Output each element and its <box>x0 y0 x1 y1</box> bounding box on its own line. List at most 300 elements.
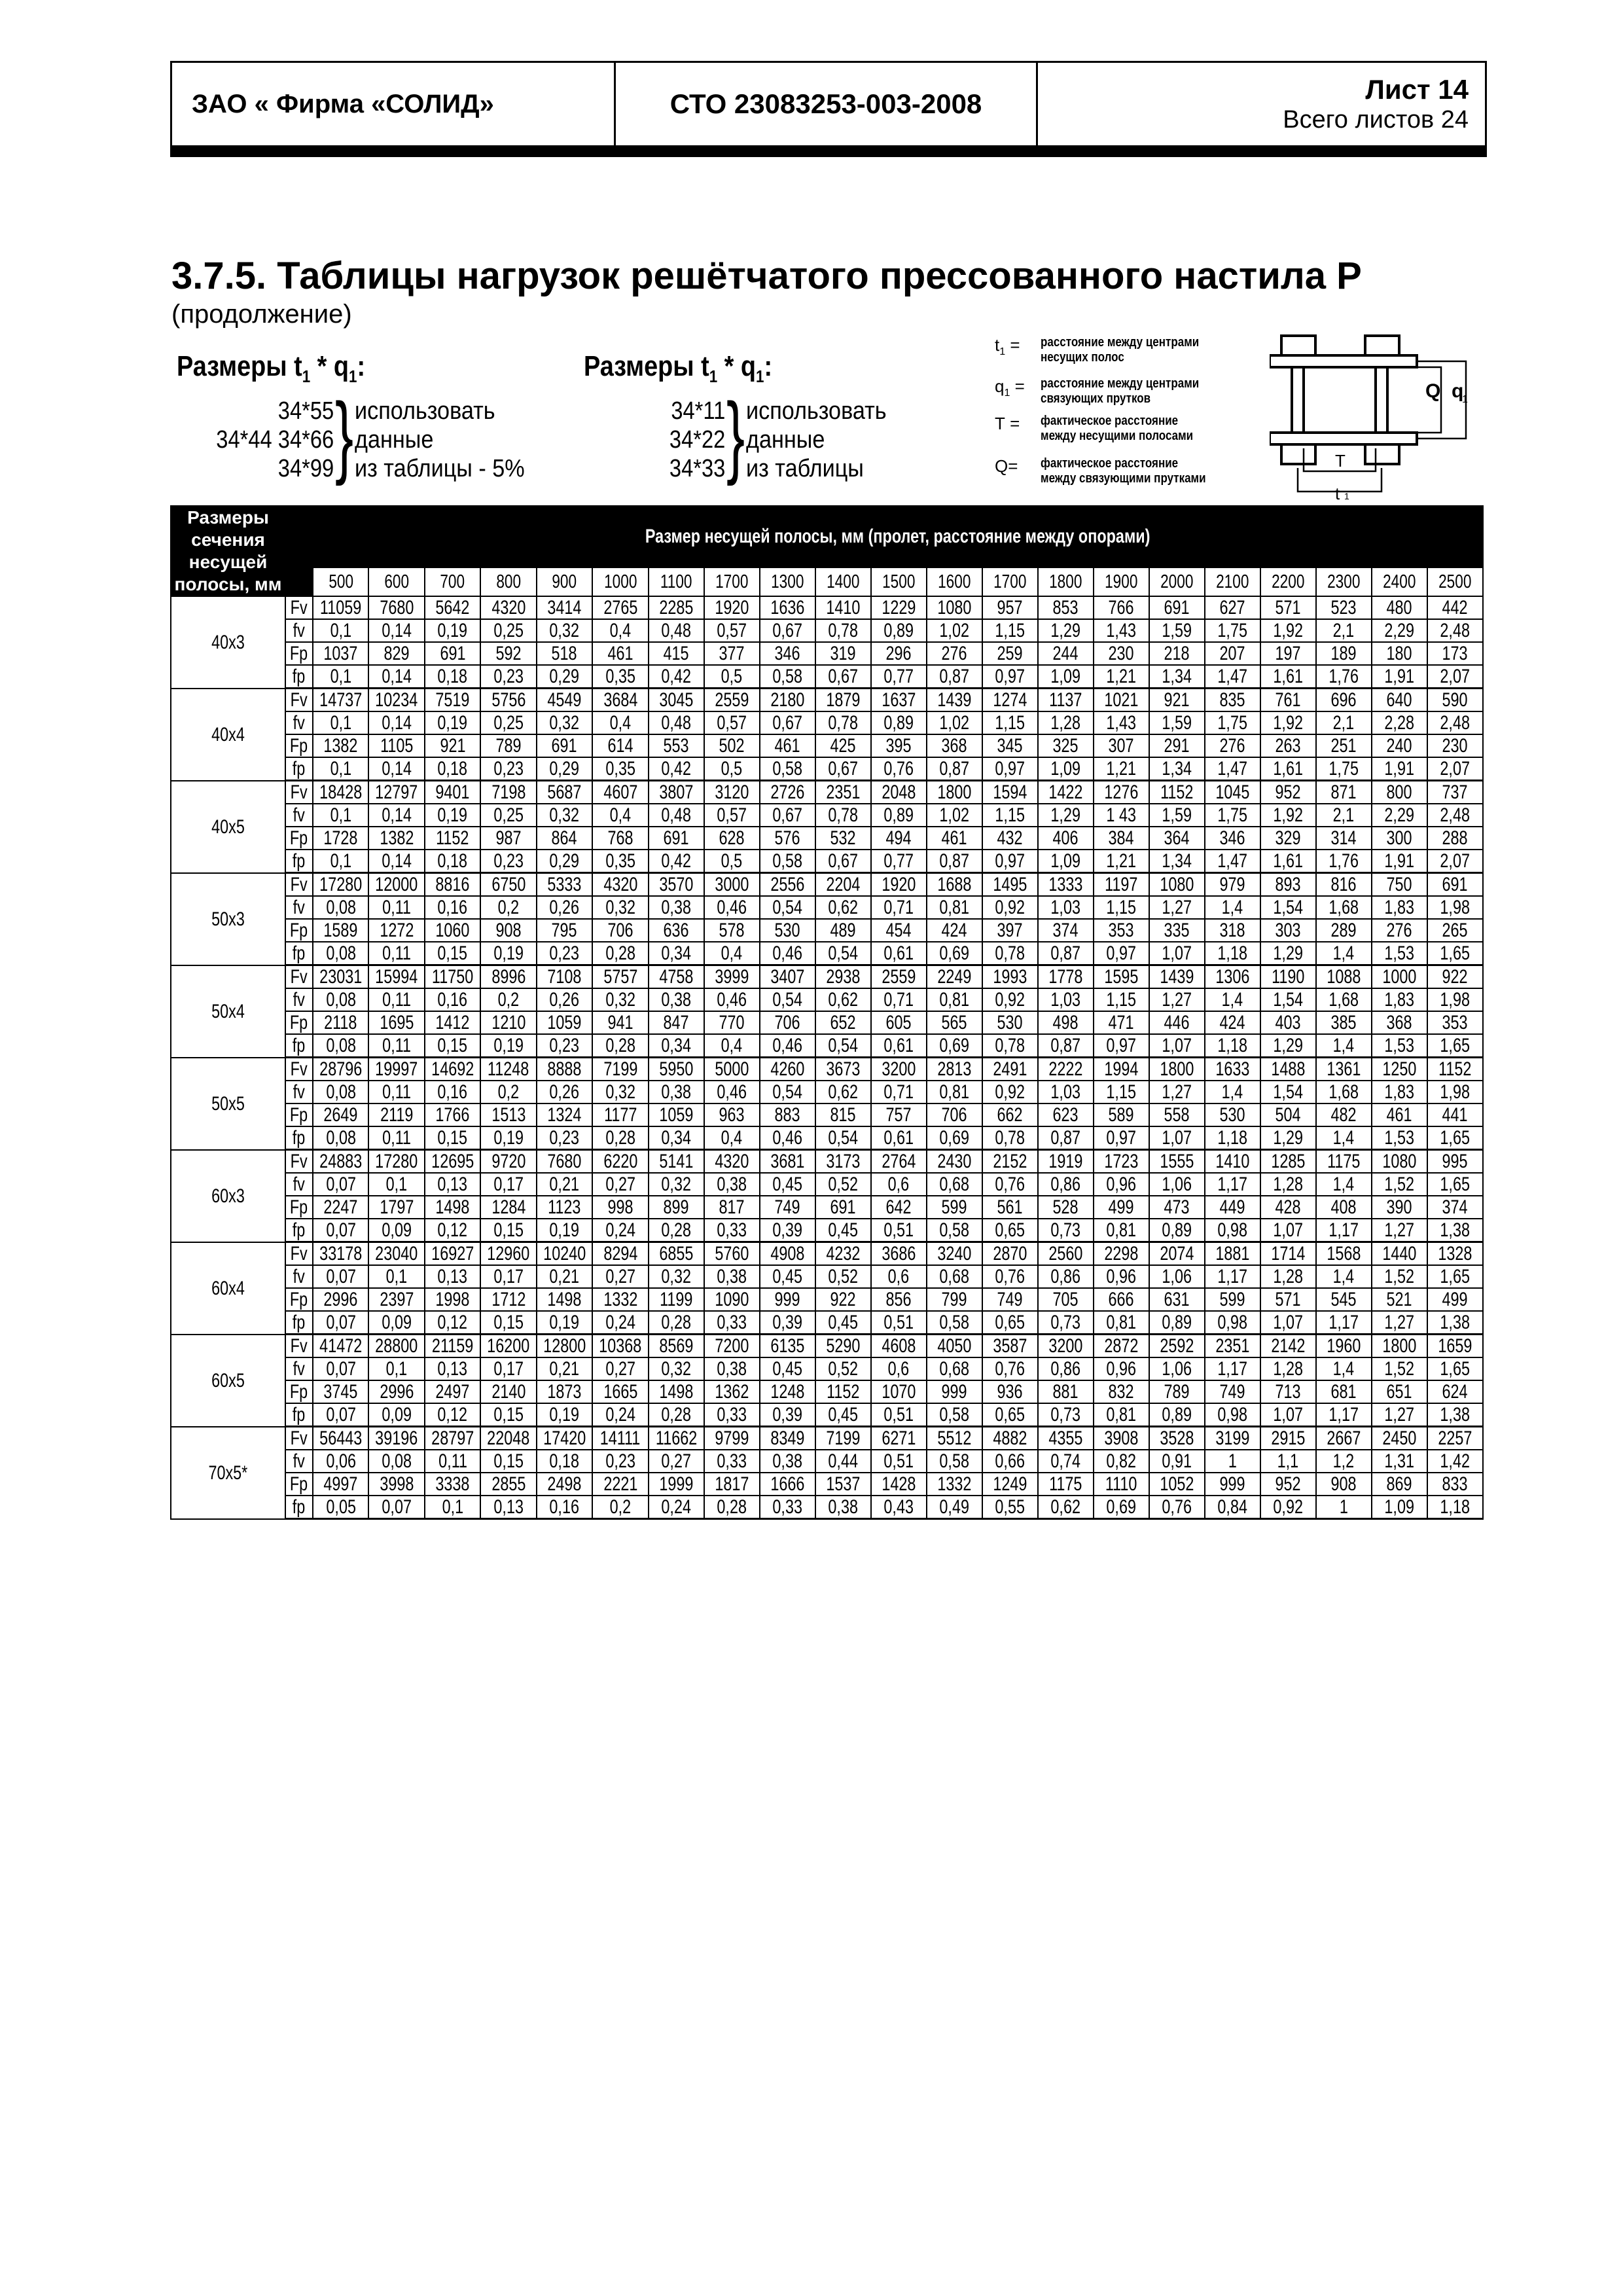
value-cell: 4260 <box>760 1058 815 1081</box>
value-cell: 2221 <box>592 1473 648 1496</box>
value-cell: 1,65 <box>1427 1034 1483 1058</box>
value-cell: 288 <box>1427 827 1483 850</box>
value-cell: 749 <box>982 1288 1038 1311</box>
span-value: 2000 <box>1149 567 1205 596</box>
profile-cell: 60x3 <box>171 1150 285 1242</box>
value-cell: 1439 <box>1149 965 1205 989</box>
value-cell: 0,92 <box>1260 1496 1316 1519</box>
row-label: Fp <box>285 1011 313 1034</box>
span-value: 1900 <box>1094 567 1149 596</box>
value-cell: 1,65 <box>1427 1173 1483 1196</box>
value-cell: 0,07 <box>313 1219 368 1242</box>
value-cell: 390 <box>1372 1196 1427 1219</box>
table-row <box>171 1081 1483 1103</box>
row-label: fp <box>285 1034 313 1058</box>
value-cell: 0,33 <box>704 1403 760 1427</box>
value-cell: 1,83 <box>1372 896 1427 919</box>
value-cell: 3000 <box>704 873 760 897</box>
value-cell: 0,16 <box>537 1496 592 1519</box>
table-row <box>171 1103 1483 1126</box>
value-cell: 3686 <box>871 1242 927 1266</box>
value-cell: 0,68 <box>927 1173 982 1196</box>
value-cell: 0,14 <box>368 711 424 734</box>
span-value: 1800 <box>1038 567 1094 596</box>
value-cell: 2298 <box>1094 1242 1149 1266</box>
value-cell: 18428 <box>313 781 368 804</box>
row-label: Fp <box>285 919 313 942</box>
value-cell: 240 <box>1372 734 1427 757</box>
value-cell: 835 <box>1205 689 1260 712</box>
value-cell: 7680 <box>537 1150 592 1174</box>
value-cell: 1998 <box>425 1288 480 1311</box>
value-cell: 2,1 <box>1316 619 1372 642</box>
value-cell: 1,76 <box>1316 850 1372 873</box>
value-cell: 0,12 <box>425 1311 480 1335</box>
value-cell: 1,27 <box>1372 1311 1427 1335</box>
value-cell: 0,24 <box>592 1403 648 1427</box>
value-cell: 4908 <box>760 1242 815 1266</box>
row-label: fv <box>285 1265 313 1288</box>
diagram-label-t: t <box>1335 484 1340 501</box>
value-cell: 415 <box>649 642 704 665</box>
value-cell: 1045 <box>1205 781 1260 804</box>
value-cell: 1,17 <box>1205 1173 1260 1196</box>
value-cell: 1,91 <box>1372 757 1427 781</box>
value-cell: 0,62 <box>815 988 871 1011</box>
value-cell: 1,76 <box>1316 665 1372 689</box>
value-cell: 0,1 <box>313 665 368 689</box>
value-cell: 2498 <box>537 1473 592 1496</box>
value-cell: 3684 <box>592 689 648 712</box>
value-cell: 364 <box>1149 827 1205 850</box>
value-cell: 10240 <box>537 1242 592 1266</box>
value-cell: 12695 <box>425 1150 480 1174</box>
value-cell: 56443 <box>313 1427 368 1450</box>
value-cell: 922 <box>1427 965 1483 989</box>
value-cell: 0,27 <box>649 1450 704 1473</box>
value-cell: 1,07 <box>1260 1311 1316 1335</box>
value-cell: 10234 <box>368 689 424 712</box>
table-row <box>171 619 1483 642</box>
value-cell: 1,65 <box>1427 1126 1483 1150</box>
value-cell: 691 <box>425 642 480 665</box>
value-cell: 1229 <box>871 596 927 619</box>
value-cell: 1800 <box>1149 1058 1205 1081</box>
value-cell: 0,06 <box>313 1450 368 1473</box>
value-cell: 0,21 <box>537 1173 592 1196</box>
value-cell: 0,19 <box>537 1219 592 1242</box>
profile-cell: 40x5 <box>171 781 285 873</box>
value-cell: 0,87 <box>1038 942 1094 965</box>
value-cell: 0,2 <box>480 1081 536 1103</box>
value-cell: 33178 <box>313 1242 368 1266</box>
value-cell: 1,43 <box>1094 711 1149 734</box>
value-cell: 662 <box>982 1103 1038 1126</box>
value-cell: 0,15 <box>480 1311 536 1335</box>
value-cell: 523 <box>1316 596 1372 619</box>
value-cell: 627 <box>1205 596 1260 619</box>
value-cell: 0,26 <box>537 1081 592 1103</box>
value-cell: 666 <box>1094 1288 1149 1311</box>
table-row <box>171 942 1483 965</box>
value-cell: 7199 <box>815 1427 871 1450</box>
value-cell: 1555 <box>1149 1150 1205 1174</box>
value-cell: 9720 <box>480 1150 536 1174</box>
table-body <box>171 596 1483 1519</box>
value-cell: 1513 <box>480 1103 536 1126</box>
row-label: Fp <box>285 1103 313 1126</box>
value-cell: 0,4 <box>592 619 648 642</box>
value-cell: 2556 <box>760 873 815 897</box>
value-cell: 0,45 <box>760 1173 815 1196</box>
value-cell: 0,81 <box>1094 1403 1149 1427</box>
value-cell: 1,28 <box>1260 1357 1316 1380</box>
value-cell: 1,15 <box>982 804 1038 827</box>
row-label: fv <box>285 1450 313 1473</box>
value-cell: 5290 <box>815 1335 871 1358</box>
span-value: 2100 <box>1205 567 1260 596</box>
value-cell: 1,38 <box>1427 1311 1483 1335</box>
value-cell: 2450 <box>1372 1427 1427 1450</box>
value-cell: 1,15 <box>982 619 1038 642</box>
value-cell: 770 <box>704 1011 760 1034</box>
value-cell: 0,29 <box>537 665 592 689</box>
value-cell: 5756 <box>480 689 536 712</box>
value-cell: 681 <box>1316 1380 1372 1403</box>
value-cell: 789 <box>1149 1380 1205 1403</box>
span-value: 1300 <box>760 567 815 596</box>
value-cell: 482 <box>1316 1103 1372 1126</box>
value-cell: 0,5 <box>704 850 760 873</box>
value-cell: 0,87 <box>927 665 982 689</box>
row-label: Fp <box>285 827 313 850</box>
value-cell: 987 <box>480 827 536 850</box>
row-label: Fv <box>285 965 313 989</box>
value-cell: 1439 <box>927 689 982 712</box>
value-cell: 1,03 <box>1038 896 1094 919</box>
value-cell: 696 <box>1316 689 1372 712</box>
value-cell: 766 <box>1094 596 1149 619</box>
value-cell: 1,68 <box>1316 988 1372 1011</box>
value-cell: 0,73 <box>1038 1219 1094 1242</box>
value-cell: 19997 <box>368 1058 424 1081</box>
span-value: 2500 <box>1427 567 1483 596</box>
value-cell: 706 <box>592 919 648 942</box>
value-cell: 1285 <box>1260 1150 1316 1174</box>
value-cell: 1274 <box>982 689 1038 712</box>
value-cell: 0,55 <box>982 1496 1038 1519</box>
value-cell: 0,19 <box>425 711 480 734</box>
value-cell: 0,78 <box>815 804 871 827</box>
value-cell: 2180 <box>760 689 815 712</box>
span-value: 1700 <box>704 567 760 596</box>
table-row <box>171 642 1483 665</box>
value-cell: 180 <box>1372 642 1427 665</box>
value-cell: 2,07 <box>1427 665 1483 689</box>
value-cell: 0,05 <box>313 1496 368 1519</box>
value-cell: 864 <box>537 827 592 850</box>
value-cell: 576 <box>760 827 815 850</box>
value-cell: 276 <box>1372 919 1427 942</box>
value-cell: 578 <box>704 919 760 942</box>
row-label: Fp <box>285 1380 313 1403</box>
table-row <box>171 850 1483 873</box>
value-cell: 1,4 <box>1205 1081 1260 1103</box>
value-cell: 1,18 <box>1205 942 1260 965</box>
value-cell: 590 <box>1427 689 1483 712</box>
value-cell: 0,38 <box>760 1450 815 1473</box>
value-cell: 1,28 <box>1038 711 1094 734</box>
value-cell: 265 <box>1427 919 1483 942</box>
value-cell: 2152 <box>982 1150 1038 1174</box>
value-cell: 441 <box>1427 1103 1483 1126</box>
value-cell: 1,29 <box>1038 804 1094 827</box>
value-cell: 952 <box>1260 1473 1316 1496</box>
table-row <box>171 1311 1483 1335</box>
value-cell: 1 43 <box>1094 804 1149 827</box>
value-cell: 1879 <box>815 689 871 712</box>
value-cell: 1,75 <box>1316 757 1372 781</box>
value-cell: 0,5 <box>704 757 760 781</box>
value-cell: 1190 <box>1260 965 1316 989</box>
value-cell: 307 <box>1094 734 1149 757</box>
value-cell: 0,97 <box>1094 942 1149 965</box>
value-cell: 0,58 <box>760 757 815 781</box>
value-cell: 589 <box>1094 1103 1149 1126</box>
value-cell: 869 <box>1372 1473 1427 1496</box>
value-cell: 0,11 <box>368 1034 424 1058</box>
table-row <box>171 1288 1483 1311</box>
value-cell: 1,83 <box>1372 1081 1427 1103</box>
value-cell: 2430 <box>927 1150 982 1174</box>
value-cell: 1037 <box>313 642 368 665</box>
value-cell: 0,07 <box>313 1265 368 1288</box>
value-cell: 1332 <box>927 1473 982 1496</box>
value-cell: 12960 <box>480 1242 536 1266</box>
value-cell: 2222 <box>1038 1058 1094 1081</box>
table-row <box>171 1126 1483 1150</box>
value-cell: 1,27 <box>1372 1403 1427 1427</box>
value-cell: 318 <box>1205 919 1260 942</box>
value-cell: 789 <box>480 734 536 757</box>
value-cell: 0,19 <box>480 1034 536 1058</box>
value-cell: 28796 <box>313 1058 368 1081</box>
value-cell: 0,32 <box>649 1173 704 1196</box>
table-row <box>171 1242 1483 1266</box>
value-cell: 0,57 <box>704 804 760 827</box>
value-cell: 0,48 <box>649 711 704 734</box>
value-cell: 3807 <box>649 781 704 804</box>
table-row <box>171 1011 1483 1034</box>
value-cell: 1362 <box>704 1380 760 1403</box>
value-cell: 289 <box>1316 919 1372 942</box>
value-cell: 1059 <box>649 1103 704 1126</box>
value-cell: 1,15 <box>982 711 1038 734</box>
page-subtitle: (продолжение) <box>171 300 352 329</box>
value-cell: 1589 <box>313 919 368 942</box>
table-row <box>171 596 1483 619</box>
table-row <box>171 873 1483 897</box>
value-cell: 454 <box>871 919 927 942</box>
value-cell: 0,09 <box>368 1403 424 1427</box>
value-cell: 1,21 <box>1094 757 1149 781</box>
value-cell: 0,18 <box>425 665 480 689</box>
standard-number: СТО 23083253-003-2008 <box>616 63 1038 145</box>
value-cell: 768 <box>592 827 648 850</box>
value-cell: 1,06 <box>1149 1173 1205 1196</box>
value-cell: 0,68 <box>927 1357 982 1380</box>
value-cell: 0,81 <box>927 896 982 919</box>
value-cell: 2,48 <box>1427 711 1483 734</box>
value-cell: 0,73 <box>1038 1311 1094 1335</box>
value-cell: 12800 <box>537 1335 592 1358</box>
value-cell: 1,47 <box>1205 757 1260 781</box>
value-cell: 1,27 <box>1149 988 1205 1011</box>
value-cell: 0,51 <box>871 1311 927 1335</box>
value-cell: 0,19 <box>480 1126 536 1150</box>
value-cell: 499 <box>1427 1288 1483 1311</box>
row-label: fv <box>285 1357 313 1380</box>
value-cell: 346 <box>1205 827 1260 850</box>
value-cell: 1817 <box>704 1473 760 1496</box>
value-cell: 403 <box>1260 1011 1316 1034</box>
span-value: 2300 <box>1316 567 1372 596</box>
row-label: fv <box>285 711 313 734</box>
value-cell: 1,4 <box>1316 1173 1372 1196</box>
value-cell: 0,19 <box>537 1311 592 1335</box>
value-cell: 0,74 <box>1038 1450 1094 1473</box>
value-cell: 1080 <box>1372 1150 1427 1174</box>
row-label: Fv <box>285 781 313 804</box>
value-cell: 425 <box>815 734 871 757</box>
row-label: Fv <box>285 1058 313 1081</box>
value-cell: 705 <box>1038 1288 1094 1311</box>
value-cell: 2142 <box>1260 1335 1316 1358</box>
value-cell: 0,46 <box>704 896 760 919</box>
value-cell: 1,98 <box>1427 988 1483 1011</box>
value-cell: 2813 <box>927 1058 982 1081</box>
value-cell: 494 <box>871 827 927 850</box>
value-cell: 0,6 <box>871 1173 927 1196</box>
value-cell: 0,4 <box>704 942 760 965</box>
value-cell: 0,08 <box>313 1034 368 1058</box>
value-cell: 0,23 <box>537 1126 592 1150</box>
value-cell: 1,28 <box>1260 1173 1316 1196</box>
value-cell: 706 <box>927 1103 982 1126</box>
value-cell: 1,4 <box>1205 896 1260 919</box>
value-cell: 1,17 <box>1205 1265 1260 1288</box>
value-cell: 1382 <box>313 734 368 757</box>
value-cell: 8294 <box>592 1242 648 1266</box>
value-cell: 17420 <box>537 1427 592 1450</box>
value-cell: 3199 <box>1205 1427 1260 1450</box>
row-label: Fp <box>285 734 313 757</box>
value-cell: 1,4 <box>1316 1034 1372 1058</box>
value-cell: 795 <box>537 919 592 942</box>
value-cell: 1210 <box>480 1011 536 1034</box>
value-cell: 11750 <box>425 965 480 989</box>
value-cell: 1,68 <box>1316 1081 1372 1103</box>
value-cell: 999 <box>927 1380 982 1403</box>
value-cell: 2870 <box>982 1242 1038 1266</box>
sizes-left-note: использовать данные из таблицы - 5% <box>355 397 525 482</box>
value-cell: 1,34 <box>1149 850 1205 873</box>
value-cell: 1361 <box>1316 1058 1372 1081</box>
value-cell: 0,25 <box>480 711 536 734</box>
value-cell: 0,61 <box>871 942 927 965</box>
value-cell: 300 <box>1372 827 1427 850</box>
value-cell: 8569 <box>649 1335 704 1358</box>
value-cell: 1,07 <box>1260 1219 1316 1242</box>
value-cell: 1,21 <box>1094 850 1149 873</box>
value-cell: 0,32 <box>537 804 592 827</box>
value-cell: 374 <box>1427 1196 1483 1219</box>
value-cell: 0,17 <box>480 1265 536 1288</box>
value-cell: 17280 <box>368 1150 424 1174</box>
value-cell: 749 <box>1205 1380 1260 1403</box>
value-cell: 1,09 <box>1372 1496 1427 1519</box>
value-cell: 6135 <box>760 1335 815 1358</box>
value-cell: 1,92 <box>1260 711 1316 734</box>
value-cell: 3414 <box>537 596 592 619</box>
value-cell: 1797 <box>368 1196 424 1219</box>
value-cell: 0,09 <box>368 1311 424 1335</box>
sizes-left-heading: Размеры $t_1 * q_1$: <box>177 350 366 386</box>
value-cell: 1,53 <box>1372 942 1427 965</box>
value-cell: 691 <box>1427 873 1483 897</box>
value-cell: 2559 <box>871 965 927 989</box>
value-cell: 2351 <box>815 781 871 804</box>
value-cell: 5333 <box>537 873 592 897</box>
value-cell: 346 <box>760 642 815 665</box>
value-cell: 0,98 <box>1205 1311 1260 1335</box>
value-cell: 291 <box>1149 734 1205 757</box>
value-cell: 0,1 <box>313 804 368 827</box>
value-cell: 1920 <box>704 596 760 619</box>
value-cell: 908 <box>1316 1473 1372 1496</box>
value-cell: 5950 <box>649 1058 704 1081</box>
value-cell: 0,07 <box>313 1357 368 1380</box>
value-cell: 1,61 <box>1260 665 1316 689</box>
value-cell: 1,07 <box>1149 1034 1205 1058</box>
row-label: fp <box>285 665 313 689</box>
value-cell: 1,98 <box>1427 1081 1483 1103</box>
value-cell: 2667 <box>1316 1427 1372 1450</box>
table-row <box>171 711 1483 734</box>
value-cell: 28800 <box>368 1335 424 1358</box>
value-cell: 2915 <box>1260 1427 1316 1450</box>
row-label: fp <box>285 1219 313 1242</box>
value-cell: 0,28 <box>649 1311 704 1335</box>
value-cell: 0,42 <box>649 757 704 781</box>
value-cell: 244 <box>1038 642 1094 665</box>
total-sheets: Всего листов 24 <box>1283 106 1469 134</box>
value-cell: 1 <box>1205 1450 1260 1473</box>
value-cell: 2764 <box>871 1150 927 1174</box>
value-cell: 815 <box>815 1103 871 1126</box>
value-cell: 631 <box>1149 1288 1205 1311</box>
value-cell: 7108 <box>537 965 592 989</box>
value-cell: 473 <box>1149 1196 1205 1219</box>
value-cell: 1,54 <box>1260 988 1316 1011</box>
value-cell: 0,71 <box>871 988 927 1011</box>
company-name: ЗАО « Фирма «СОЛИД» <box>172 63 616 145</box>
value-cell: 1,42 <box>1427 1450 1483 1473</box>
table-row <box>171 1380 1483 1403</box>
value-cell: 1,59 <box>1149 804 1205 827</box>
legend-item-q1: $q_1$ = расстояние между центрами связующих прутков <box>995 376 1200 406</box>
value-cell: 0,89 <box>871 711 927 734</box>
